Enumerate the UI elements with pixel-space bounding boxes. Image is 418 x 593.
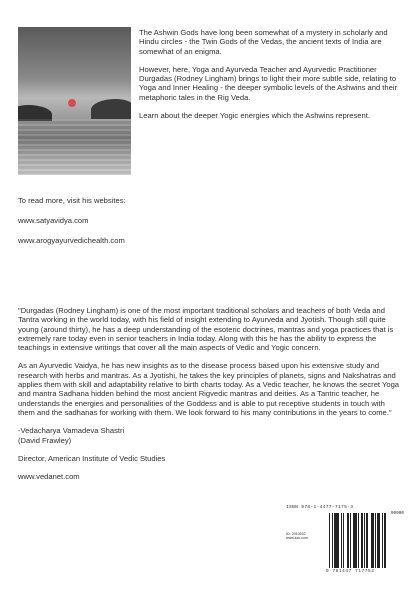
publisher-site: www.lulu.com [286,536,308,541]
barcode-bars [329,513,404,568]
websites-lead: To read more, visit his websites: [18,196,126,205]
quote-attribution-name: (David Frawley) [18,435,72,445]
photo-sun [68,99,76,107]
intro-text [139,28,403,129]
quote-paragraph-1: "Durgadas (Rodney Lingham) is one of the most important traditional scholars and teachers of both Veda and Tantra working in the world today, with his field of insight extending to Ayurveda and Jyotish. Though still quite young (around thirty), he has a deep understanding of the esoteric doctrines, mantras and yoga practices that is extremely rare today even in senior teachers in India today. Along with this he has the ability to express the teachings in extensive writings that cover all the main aspects of Vedic and Yogic concern. [18,306,394,353]
photo-water [18,119,131,175]
website-satyavidya[interactable]: www.satyavidya.com [18,216,89,225]
quote-author-role: Director, American Institute of Vedic Studies [18,453,166,463]
publisher-id [286,532,326,541]
intro-paragraph-3: Learn about the deeper Yogic energies which the Ashwins represent. [139,111,370,121]
intro-paragraph-1: The Ashwin Gods have long been somewhat of a mystery in scholarly and Hindu circles - the Twin Gods of the Vedas, the ancient texts of India are somewhat of an enigma. [139,28,388,56]
cover-photo-sunset [18,27,131,175]
websites-block [18,196,398,256]
endorsement-quote [18,306,402,490]
barcode-bar [386,513,387,568]
publisher-id-number: ID: 2910532 [286,532,306,536]
quote-attribution: -Vedacharya Vamadeva Shastri [18,426,125,436]
barcode-digits: 9 781447 717753 [326,569,375,574]
isbn-label: ISBN 978-1-4477-7175-3 [286,505,354,510]
price-code: 90000 [390,511,404,516]
intro-paragraph-2: However, here, Yoga and Ayurveda Teacher and Ayurvedic Practitioner Durgadas (Rodney Lingham) brings to light their more subtle side, relating to Yoga and Inner Healing - the deeper symbolic levels of the Ashwins and their metaphoric tales in the Rig Veda. [139,64,398,102]
website-arogyayurvedichealth[interactable]: www.arogyayurvedichealth.com [18,236,125,245]
isbn-barcode [286,505,404,579]
vedanet-website[interactable]: www.vedanet.com [18,472,80,482]
quote-paragraph-2: As an Ayurvedic Vaidya, he has new insights as to the disease process based upon his extensive study and research with herbs and mantras. As a Jyotishi, he takes the key principles of planets, signs and Nakshatras and applies them with skill and adaptability relative to birth charts today. As a Vedic teacher, he knows the secret Yoga and mantra Sadhana hidden behind the most ancient Rigvedic mantras and deities. As a Tantric teacher, he understands the energies and personalities of the Goddess and is able to put receptive students in touch with them and the sadhanas for working with them. We look forward to his many contributions in the years to come." [18,361,400,417]
photo-headland-right [91,99,131,119]
